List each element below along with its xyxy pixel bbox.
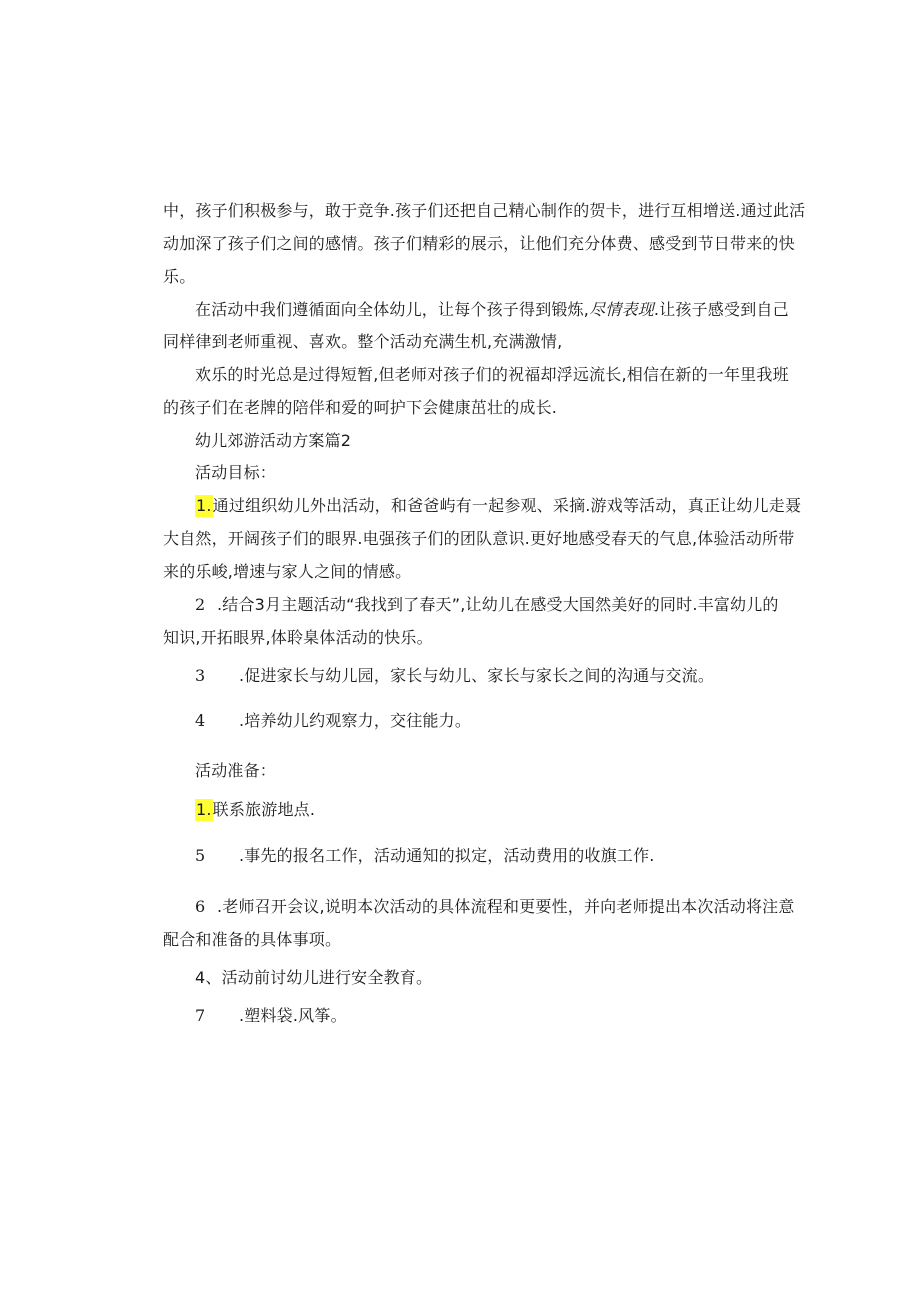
prep-4: 4、活动前讨幼儿进行安全教育。 — [195, 968, 433, 987]
prep-6-number: 6 — [195, 897, 206, 916]
goal-2-number: 2 — [195, 595, 206, 614]
prep-1-marker: 1. — [196, 800, 212, 819]
section-heading: 幼儿郊游活动方案篇2 — [195, 431, 352, 450]
paragraph-1-line-3: 乐。 — [163, 267, 196, 286]
prep-6-line-2: 配合和准备的具体事项。 — [163, 930, 342, 949]
paragraph-1-line-1: 中，孩子们积极参与，敢于竞争.孩子们还把自己精心制作的贺卡，进行互相增送.通过此活 — [163, 201, 806, 220]
prep-7: 7 .塑料袋.风筝。 — [195, 1006, 347, 1025]
prep-1: 1.联系旅游地点. — [196, 800, 316, 819]
goal-2-line-1: 2 .结合3月主题活动“我找到了春天”,让幼儿在感受大国然美好的同时.丰富幼儿的 — [195, 595, 779, 614]
paragraph-3-line-1: 欢乐的时光总是过得短暂,但老师对孩子们的祝福却浮远流长,相信在新的一年里我班 — [195, 365, 789, 384]
goal-1-marker: 1. — [196, 496, 212, 515]
goal-3: 3 .促进家长与幼儿园，家长与幼儿、家长与家长之间的沟通与交流。 — [195, 666, 715, 685]
paragraph-3-line-2: 的孩子们在老牌的陪伴和爱的呵护下会健康茁壮的成长. — [163, 398, 558, 417]
goal-1-line-1: 1.通过组织幼儿外出活动，和爸爸屿有一起参观、采摘.游戏等活动，真正让幼儿走聂 — [196, 496, 802, 515]
goal-3-number: 3 — [195, 666, 206, 685]
prep-label: 活动准备： — [195, 761, 277, 780]
paragraph-1-line-2: 动加深了孩子们之间的感情。孩子们精彩的展示，让他们充分体费、感受到节日带来的快 — [163, 234, 795, 253]
paragraph-2-line-1: 在活动中我们遵循面向全体幼儿，让每个孩子得到锻炼,尽情表现.让孩子感受到自己 — [195, 300, 789, 319]
goal-1-line-3: 来的乐峻,增速与家人之间的情感。 — [163, 562, 412, 581]
prep-6-line-1: 6 .老师召开会议,说明本次活动的具体流程和更要性，并向老师提出本次活动将注意 — [195, 897, 795, 916]
paragraph-2-line-2: 同样律到老师重视、喜欢。整个活动充满生机,充满激情, — [163, 332, 563, 351]
goal-4-number: 4 — [195, 711, 206, 730]
goal-1-line-2: 大自然，开阔孩子们的眼界.电强孩子们的团队意识.更好地感受春天的气息,体验活动所带 — [163, 529, 795, 548]
prep-7-number: 7 — [195, 1006, 206, 1025]
prep-5: 5 .事先的报名工作，活动通知的拟定，活动费用的收旗工作. — [195, 846, 655, 865]
prep-5-number: 5 — [195, 846, 206, 865]
emphasis-text: 尽情表现 — [589, 300, 654, 319]
goal-2-line-2: 知识,开拓眼界,体聆臬体活动的快乐。 — [163, 628, 433, 647]
goal-4: 4 .培养幼儿约观察力，交往能力。 — [195, 711, 472, 730]
goals-label: 活动目标： — [195, 463, 277, 482]
